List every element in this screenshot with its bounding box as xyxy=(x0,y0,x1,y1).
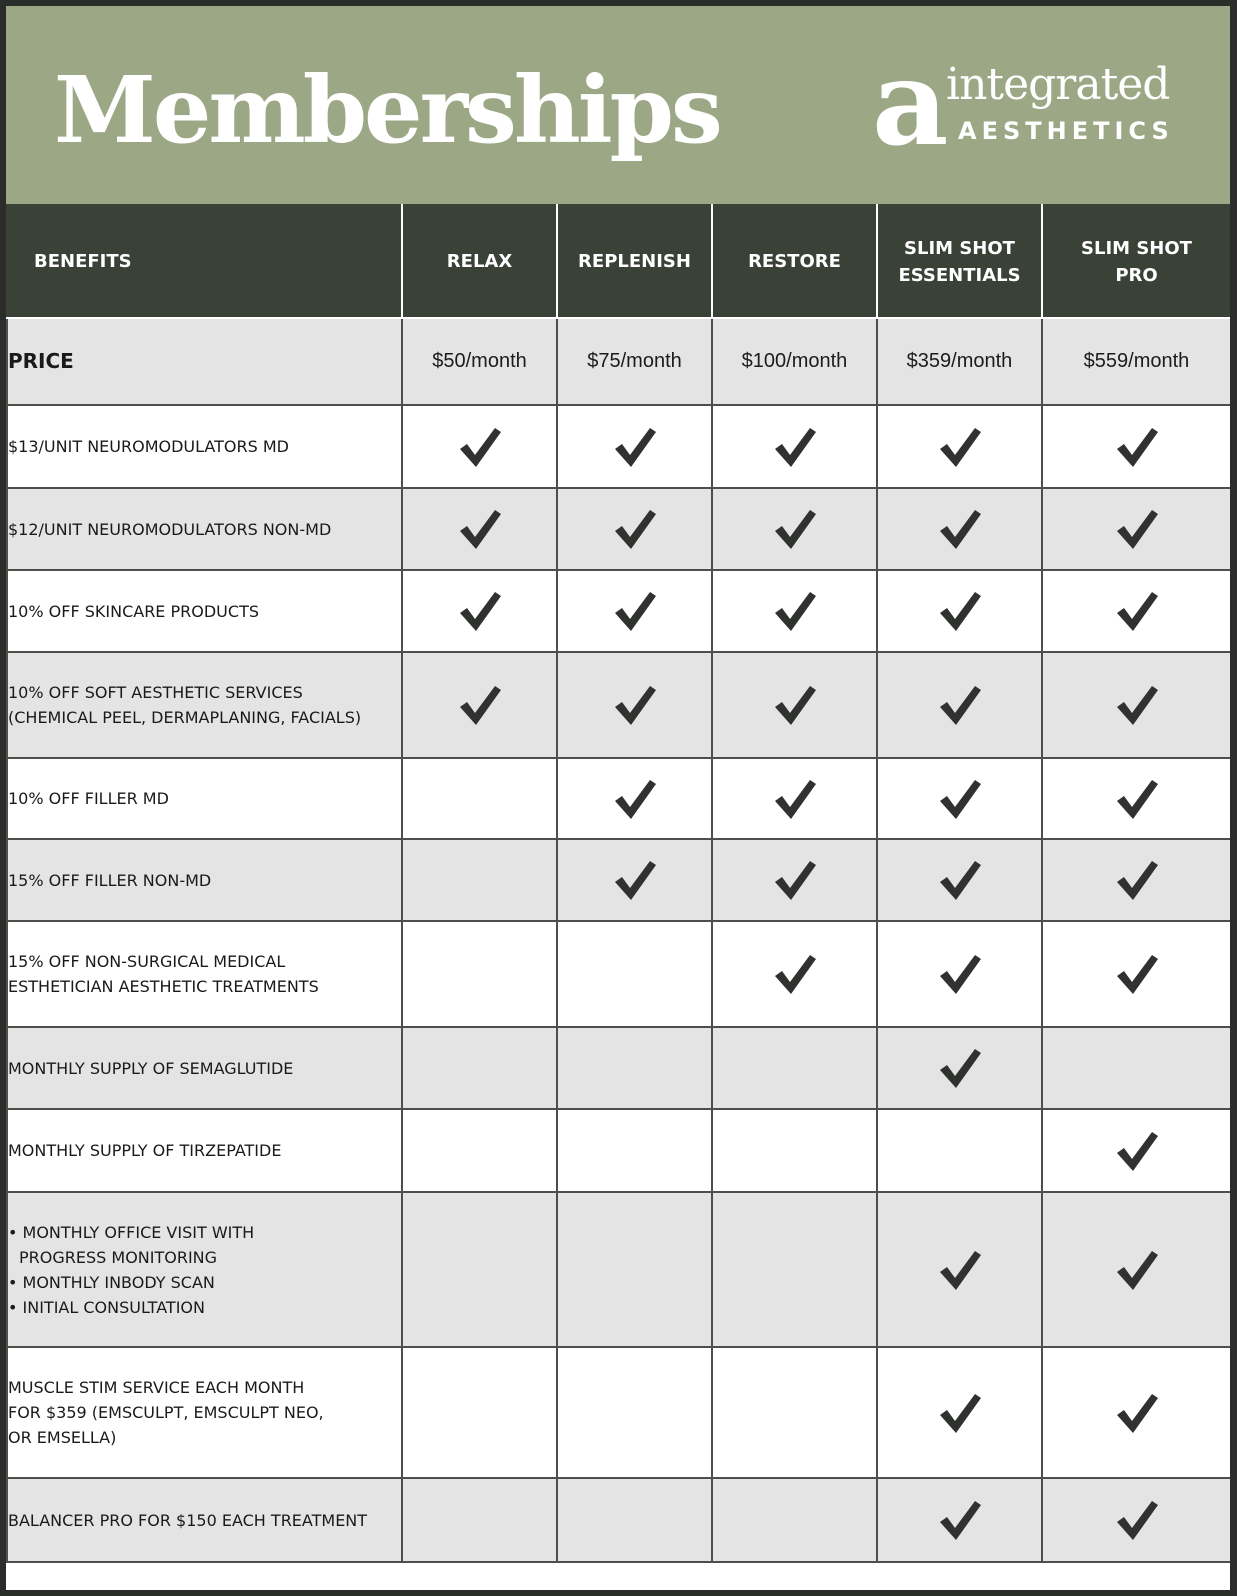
benefit-cell xyxy=(1042,1109,1230,1192)
check-icon xyxy=(937,1247,983,1293)
benefit-cell xyxy=(1042,488,1230,570)
check-icon xyxy=(1114,1128,1160,1174)
benefit-label xyxy=(7,839,402,921)
brand-logo xyxy=(872,33,1192,172)
check-icon xyxy=(1114,1247,1160,1293)
benefit-row xyxy=(7,921,1230,1027)
page-title: Memberships xyxy=(54,56,720,164)
benefit-cell xyxy=(1042,570,1230,652)
benefit-label-line: • INITIAL CONSULTATION xyxy=(8,1297,205,1317)
check-icon xyxy=(937,776,983,822)
benefit-label-line: $12/UNIT NEUROMODULATORS NON-MD xyxy=(8,519,332,539)
benefit-cell xyxy=(712,839,877,921)
check-icon xyxy=(612,857,658,903)
benefit-label-line: ESTHETICIAN AESTHETIC TREATMENTS xyxy=(8,977,319,996)
benefit-cell xyxy=(877,1027,1042,1109)
check-icon xyxy=(457,682,503,728)
benefit-cell xyxy=(877,1478,1042,1562)
benefit-cell xyxy=(877,1192,1042,1347)
header-plan-line: SLIM SHOT xyxy=(1081,237,1192,259)
benefit-cell xyxy=(557,1347,712,1478)
benefit-cell xyxy=(1042,1192,1230,1347)
check-icon xyxy=(772,776,818,822)
benefit-label-line: • MONTHLY OFFICE VISIT WITH xyxy=(8,1222,255,1242)
benefit-row xyxy=(7,405,1230,488)
price-relax: $50/month xyxy=(402,318,557,405)
benefit-label-line: BALANCER PRO FOR $150 EACH TREATMENT xyxy=(8,1510,368,1530)
check-icon xyxy=(1114,951,1160,997)
check-icon xyxy=(612,506,658,552)
benefit-cell xyxy=(557,921,712,1027)
check-icon xyxy=(612,424,658,470)
check-icon xyxy=(1114,682,1160,728)
benefit-cell xyxy=(557,1192,712,1347)
benefit-cell xyxy=(1042,839,1230,921)
benefit-row xyxy=(7,1347,1230,1478)
benefit-cell xyxy=(877,652,1042,758)
check-icon xyxy=(772,682,818,728)
benefit-label-line: 10% OFF FILLER MD xyxy=(8,789,169,808)
benefit-cell xyxy=(712,1027,877,1109)
benefit-cell xyxy=(712,1192,877,1347)
header-benefits: BENEFITS xyxy=(7,205,402,318)
check-icon xyxy=(1114,588,1160,634)
benefit-cell xyxy=(402,488,557,570)
benefit-label xyxy=(7,758,402,839)
benefit-row xyxy=(7,1027,1230,1109)
title-banner xyxy=(6,6,1230,204)
benefit-cell xyxy=(402,758,557,839)
header-plan-relax xyxy=(402,205,557,318)
benefit-label xyxy=(7,570,402,652)
benefit-label xyxy=(7,1478,402,1562)
benefit-cell xyxy=(557,1109,712,1192)
check-icon xyxy=(457,588,503,634)
benefit-cell xyxy=(1042,1478,1230,1562)
benefit-cell xyxy=(877,839,1042,921)
check-icon xyxy=(1114,776,1160,822)
check-icon xyxy=(457,506,503,552)
price-slim-shot-pro: $559/month xyxy=(1042,318,1230,405)
check-icon xyxy=(937,1497,983,1543)
header-plan-line: REPLENISH xyxy=(578,251,691,272)
benefit-cell xyxy=(712,1347,877,1478)
header-plan-line: PRO xyxy=(1115,264,1158,286)
benefit-row xyxy=(7,1478,1230,1562)
check-icon xyxy=(457,424,503,470)
benefit-cell xyxy=(877,921,1042,1027)
benefit-label-line: FOR $359 (EMSCULPT, EMSCULPT NEO, xyxy=(8,1403,324,1422)
header-plan-line: RESTORE xyxy=(748,251,841,272)
benefit-cell xyxy=(557,839,712,921)
header-plan-line: ESSENTIALS xyxy=(898,264,1021,286)
benefit-row xyxy=(7,758,1230,839)
benefit-label xyxy=(7,921,402,1027)
price-slim-shot-essentials: $359/month xyxy=(877,318,1042,405)
benefit-cell xyxy=(877,1347,1042,1478)
benefit-row xyxy=(7,1109,1230,1192)
check-icon xyxy=(937,857,983,903)
benefit-label-line: 15% OFF NON-SURGICAL MEDICAL xyxy=(8,952,286,971)
check-icon xyxy=(937,1045,983,1091)
benefit-label xyxy=(7,1027,402,1109)
price-label: PRICE xyxy=(7,318,402,405)
check-icon xyxy=(612,776,658,822)
benefit-label-line: 10% OFF SOFT AESTHETIC SERVICES xyxy=(8,683,303,702)
benefit-cell xyxy=(712,405,877,488)
check-icon xyxy=(772,506,818,552)
benefit-label-line: MUSCLE STIM SERVICE EACH MONTH xyxy=(8,1378,305,1397)
benefit-row xyxy=(7,570,1230,652)
benefit-cell xyxy=(557,405,712,488)
benefit-cell xyxy=(877,758,1042,839)
benefit-cell xyxy=(712,1478,877,1562)
benefit-label xyxy=(7,488,402,570)
check-icon xyxy=(937,951,983,997)
benefit-label xyxy=(7,1109,402,1192)
logo-wordmark-top: integrated xyxy=(946,59,1170,110)
benefit-cell xyxy=(1042,1347,1230,1478)
benefit-cell xyxy=(877,488,1042,570)
benefit-cell xyxy=(402,1347,557,1478)
benefit-cell xyxy=(402,839,557,921)
benefit-cell xyxy=(402,1027,557,1109)
benefit-cell xyxy=(712,652,877,758)
benefit-cell xyxy=(712,570,877,652)
benefit-label-line: $13/UNIT NEUROMODULATORS MD xyxy=(8,437,289,456)
header-plan-replenish xyxy=(557,205,712,318)
check-icon xyxy=(937,1390,983,1436)
check-icon xyxy=(1114,506,1160,552)
benefit-cell xyxy=(402,405,557,488)
check-icon xyxy=(612,682,658,728)
benefit-cell xyxy=(877,570,1042,652)
benefit-row xyxy=(7,839,1230,921)
price-restore: $100/month xyxy=(712,318,877,405)
benefit-cell xyxy=(557,758,712,839)
benefit-cell xyxy=(402,1478,557,1562)
benefit-cell xyxy=(712,1109,877,1192)
benefit-cell xyxy=(712,921,877,1027)
header-plan-slim-shot-essentials xyxy=(877,205,1042,318)
check-icon xyxy=(937,424,983,470)
check-icon xyxy=(1114,857,1160,903)
benefit-cell xyxy=(402,1192,557,1347)
header-plan-restore xyxy=(712,205,877,318)
benefit-cell xyxy=(557,1027,712,1109)
check-icon xyxy=(1114,424,1160,470)
price-replenish: $75/month xyxy=(557,318,712,405)
benefit-label-line: OR EMSELLA) xyxy=(8,1428,117,1447)
benefit-cell xyxy=(402,1109,557,1192)
benefit-label xyxy=(7,405,402,488)
price-row xyxy=(7,318,1230,405)
benefit-label-line: MONTHLY SUPPLY OF SEMAGLUTIDE xyxy=(8,1058,294,1078)
benefit-label-line: 10% OFF SKINCARE PRODUCTS xyxy=(8,601,259,621)
benefit-cell xyxy=(877,1109,1042,1192)
benefit-cell xyxy=(1042,758,1230,839)
benefit-cell xyxy=(557,488,712,570)
table-header-row xyxy=(7,205,1230,318)
benefit-cell xyxy=(1042,921,1230,1027)
benefit-cell xyxy=(712,488,877,570)
benefit-cell xyxy=(557,1478,712,1562)
check-icon xyxy=(937,506,983,552)
benefit-label-line: 15% OFF FILLER NON-MD xyxy=(8,870,212,890)
benefit-label-line: MONTHLY SUPPLY OF TIRZEPATIDE xyxy=(8,1141,282,1160)
benefit-cell xyxy=(877,405,1042,488)
benefit-label-line: • MONTHLY INBODY SCAN xyxy=(8,1272,215,1292)
benefit-cell xyxy=(557,652,712,758)
logo-wordmark-bottom: AESTHETICS xyxy=(958,117,1174,145)
check-icon xyxy=(772,424,818,470)
check-icon xyxy=(772,857,818,903)
benefit-label xyxy=(7,1192,402,1347)
check-icon xyxy=(937,588,983,634)
benefit-cell xyxy=(1042,1027,1230,1109)
check-icon xyxy=(772,951,818,997)
benefit-row xyxy=(7,488,1230,570)
check-icon xyxy=(1114,1497,1160,1543)
check-icon xyxy=(1114,1390,1160,1436)
membership-page xyxy=(6,6,1230,1590)
benefit-cell xyxy=(402,921,557,1027)
header-plan-slim-shot-pro xyxy=(1042,205,1230,318)
benefit-label-line: PROGRESS MONITORING xyxy=(19,1247,218,1267)
header-plan-line: SLIM SHOT xyxy=(904,237,1015,259)
check-icon xyxy=(612,588,658,634)
membership-comparison-table xyxy=(6,204,1230,1563)
benefit-cell xyxy=(402,570,557,652)
benefit-row xyxy=(7,652,1230,758)
benefit-cell xyxy=(402,652,557,758)
logo-mark: a xyxy=(872,33,949,172)
benefit-cell xyxy=(712,758,877,839)
benefit-label xyxy=(7,652,402,758)
benefit-cell xyxy=(1042,405,1230,488)
benefit-cell xyxy=(557,570,712,652)
header-plan-line: RELAX xyxy=(446,251,513,272)
check-icon xyxy=(937,682,983,728)
benefit-row xyxy=(7,1192,1230,1347)
benefit-label xyxy=(7,1347,402,1478)
benefit-label-line: (CHEMICAL PEEL, DERMAPLANING, FACIALS) xyxy=(8,708,362,727)
check-icon xyxy=(772,588,818,634)
benefit-cell xyxy=(1042,652,1230,758)
